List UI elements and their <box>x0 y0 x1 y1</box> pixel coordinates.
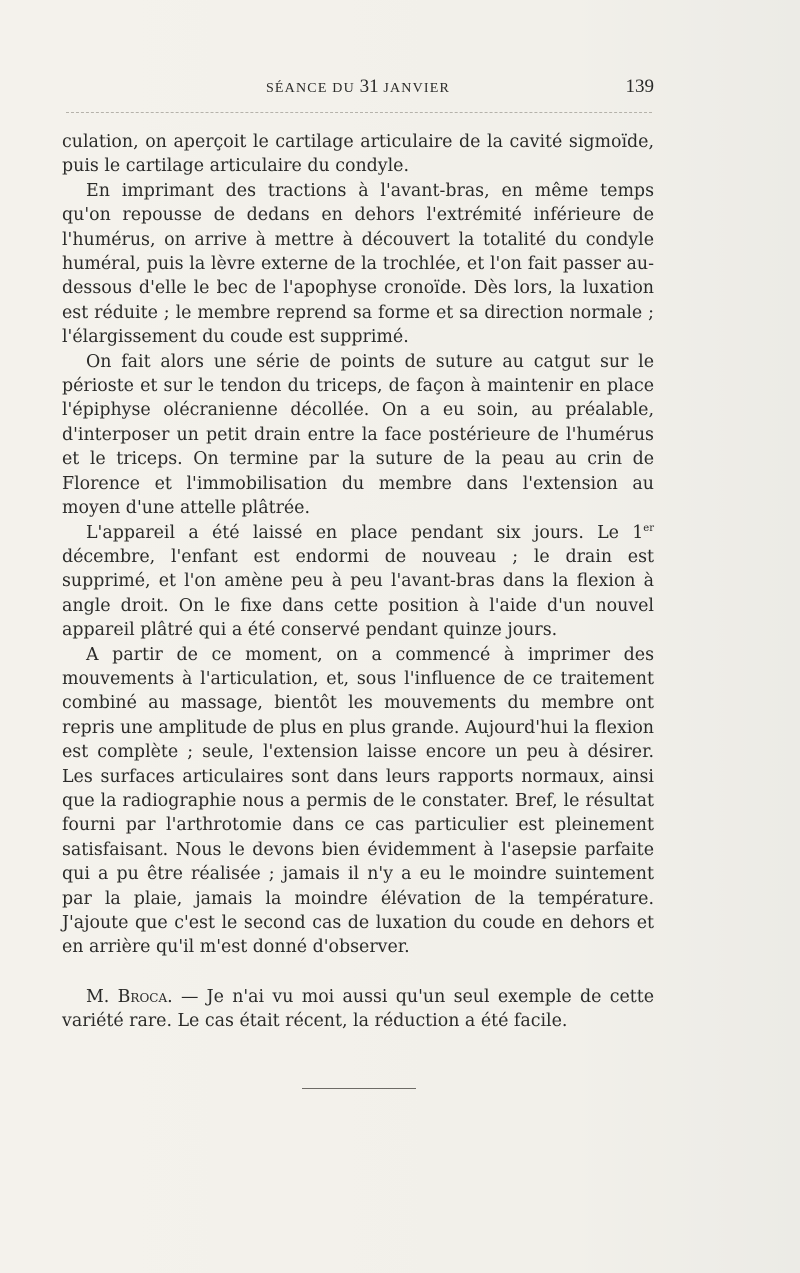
paragraph-4-rest: décembre, l'enfant est endormi de nouveau ; le drain est supprimé, et l'on amène peu à peu l'avant-bras dans la flexion à angle droit. On le fixe dans cette position à l'aide d'un nouvel appareil plâtré qui a été conservé pendant quinze jours. <box>62 546 654 641</box>
running-title <box>62 76 654 98</box>
section-end-rule <box>302 1088 416 1089</box>
speaker-prefix: M. <box>86 986 110 1007</box>
paragraph-2: En imprimant des tractions à l'avant-bras, en même temps qu'on repousse de dedans en dehors l'extrémité inférieure de l'humérus, on arrive à mettre à découvert la totalité du condyle huméral, puis la lèvre externe de la trochlée, et l'on fait passer au-dessous d'elle le bec de l'apophyse cronoïde. Dès lors, la luxation est réduite ; le membre reprend sa forme et sa direction normale ; l'élargissement du coude est supprimé. <box>62 180 654 348</box>
page-number: 139 <box>625 76 654 97</box>
paragraph-4 <box>62 521 654 643</box>
paragraph-spacer <box>62 960 654 985</box>
paragraph-1: culation, on aperçoit le cartilage articulaire de la cavité sigmoïde, puis le cartilage articulaire du condyle. <box>62 132 654 177</box>
discussion-text: . — Je n'ai vu moi aussi qu'un seul exemple de cette variété rare. Le cas était récent, la réduction a été facile. <box>62 986 655 1032</box>
speaker-name: Broca <box>117 986 168 1007</box>
header-divider <box>66 112 652 113</box>
ordinal-superscript: er <box>643 522 654 534</box>
discussion-paragraph <box>62 985 654 1034</box>
running-title-label: SÉANCE DU <box>265 81 355 96</box>
running-head <box>62 76 654 100</box>
text-body <box>62 130 654 1034</box>
running-title-day: 31 <box>359 76 379 97</box>
paragraph-5: A partir de ce moment, on a commencé à imprimer des mouvements à l'articulation, et, sous l'influence de ce traitement combiné au massage, bientôt les mouvements du membre ont repris une amplitude de plus en plus grande. Aujourd'hui la flexion est complète ; seule, l'extension laisse encore un peu à désirer. Les surfaces articulaires sont dans leurs rapports normaux, ainsi que la radiographie nous a permis de le constater. Bref, le résultat fourni par l'arthrotomie dans ce cas particulier est pleinement satisfaisant. Nous le devons bien évidemment à l'asepsie parfaite qui a pu être réalisée ; jamais il n'y a eu le moindre suintement par la plaie, jamais la moindre élévation de la température. J'ajoute que c'est le second cas de luxation du coude en dehors et en arrière qu'il m'est donné d'observer. <box>62 644 654 958</box>
paragraph-3: On fait alors une série de points de suture au catgut sur le périoste et sur le tendon du triceps, de façon à maintenir en place l'épiphyse olécranienne décollée. On a eu soin, au préalable, d'interposer un petit drain entre la face postérieure de l'humérus et le triceps. On termine par la suture de la peau au crin de Florence et l'immobilisation du membre dans l'extension au moyen d'une attelle plâtrée. <box>62 351 654 519</box>
paragraph-4-start: L'appareil a été laissé en place pendant six jours. Le 1 <box>86 522 644 543</box>
running-title-month: JANVIER <box>383 81 451 96</box>
